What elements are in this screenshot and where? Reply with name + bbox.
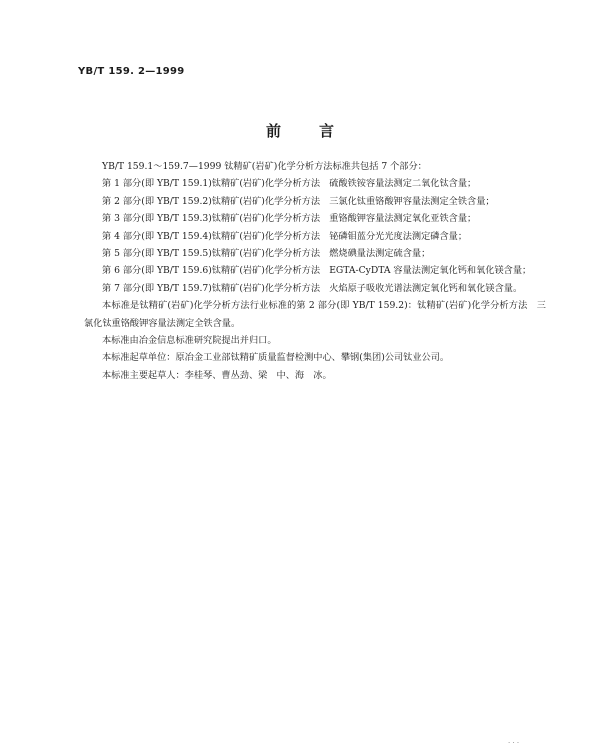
paragraph-proposer: 本标准由冶金信息标准研究院提出并归口。 [102,335,277,347]
paragraph-part-2: 第 2 部分(即 YB/T 159.2)钛精矿(岩矿)化学分析方法 三氯化钛重铬酸钾容量法测定全铁含量； [102,195,495,207]
paragraph-intro: YB/T 159.1～159.7—1999 钛精矿(岩矿)化学分析方法标准共包括 7 个部分： [102,161,427,172]
paragraph-part-3: 第 3 部分(即 YB/T 159.3)钛精矿(岩矿)化学分析方法 重铬酸钾容量法测定氧化亚铁含量； [102,213,477,225]
page-title: 前言 [265,122,372,140]
document-code-header: YB/T 159. 2—1999 [78,66,185,77]
foreword-body [84,158,546,384]
paragraph-drafting-unit: 本标准起草单位：原冶金工业部钛精矿质量监督检测中心、攀钢(集团)公司钛业公司。 [102,352,450,364]
paragraph-drafters: 本标准主要起草人：李桂琴、曹丛劲、梁 中、海 冰。 [102,369,332,381]
paragraph-part-1: 第 1 部分(即 YB/T 159.1)钛精矿(岩矿)化学分析方法 硫酸铁铵容量法测定二氧化钛含量； [102,178,477,190]
paragraph-part-7: 第 7 部分(即 YB/T 159.7)钛精矿(岩矿)化学分析方法 火焰原子吸收光谱法测定氧化钙和氧化镁含量。 [102,282,523,294]
paragraph-scope: 本标准是钛精矿(岩矿)化学分析方法行业标准的第 2 部分(即 YB/T 159.2)：钛精矿(岩矿)化学分析方法 三氯化钛重铬酸钾容量法测定全铁含量。 [84,300,546,329]
paragraph-part-6: 第 6 部分(即 YB/T 159.6)钛精矿(岩矿)化学分析方法 EGTA-CyDTA 容量法测定氧化钙和氧化镁含量； [102,265,532,277]
paragraph-part-5: 第 5 部分(即 YB/T 159.5)钛精矿(岩矿)化学分析方法 燃烧碘量法测定硫含量； [102,248,431,260]
paragraph-part-4: 第 4 部分(即 YB/T 159.4)钛精矿(岩矿)化学分析方法 铋磷钼蓝分光光度法测定磷含量； [102,230,468,242]
page-footer-mark: · · · [508,739,520,747]
